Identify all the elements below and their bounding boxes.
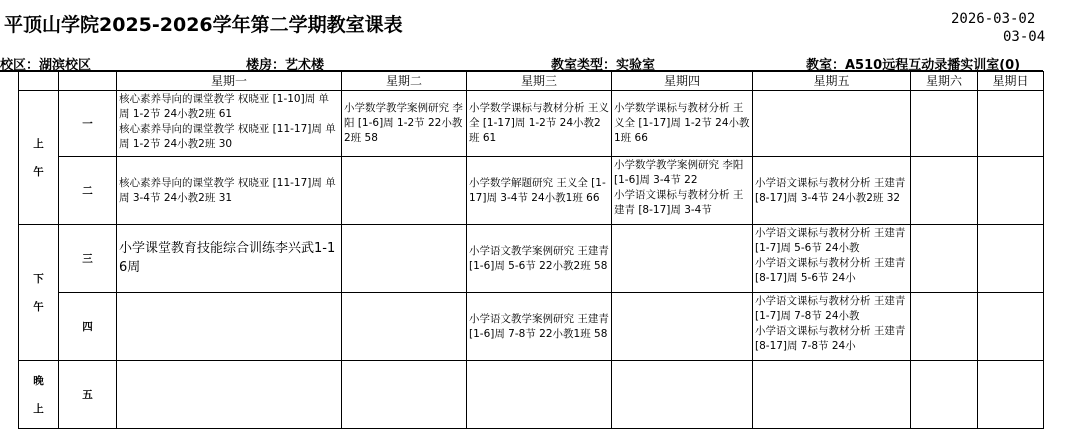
period-label-4: 四 [59, 293, 117, 361]
print-date: 2026-03-02 [951, 11, 1036, 27]
schedule-table [18, 71, 1044, 429]
cell-p4-tue [342, 293, 467, 361]
cell-p5-sun [978, 361, 1044, 429]
cell-p1-thu: 小学数学课标与教材分析 王义全 [1-17]周 1-2节 24小教1班 66 [612, 91, 753, 157]
day-header-sat: 星期六 [911, 72, 978, 91]
cell-p1-wed: 小学数学课标与教材分析 王义全 [1-17]周 1-2节 24小教2班 61 [467, 91, 612, 157]
corner-cell [59, 72, 117, 91]
room-type-label: 教室类型：实验室 [551, 58, 656, 73]
campus-label: 校区：湖滨校区 [0, 58, 92, 73]
cell-p5-thu [612, 361, 753, 429]
cell-p4-sun [978, 293, 1044, 361]
cell-p2-sat [911, 157, 978, 225]
half-label-morning: 上 午 [19, 91, 59, 225]
cell-p5-mon [117, 361, 342, 429]
period-label-2: 二 [59, 157, 117, 225]
cell-p5-fri [753, 361, 911, 429]
cell-p5-sat [911, 361, 978, 429]
period-row-2 [19, 157, 1044, 225]
cell-p1-tue: 小学数学教学案例研究 李阳 [1-6]周 1-2节 22小教2班 58 [342, 91, 467, 157]
cell-p3-fri: 小学语文课标与教材分析 王建青 [1-7]周 5-6节 24小教 小学语文课标与教材分析 王建青 [8-17]周 5-6节 24小 [753, 225, 911, 293]
day-header-mon: 星期一 [117, 72, 342, 91]
cell-p4-wed: 小学语文教学案例研究 王建青 [1-6]周 7-8节 22小教1班 58 [467, 293, 612, 361]
cell-p5-wed [467, 361, 612, 429]
cell-p2-mon: 核心素养导向的课堂教学 权晓亚 [11-17]周 单周 3-4节 24小教2班 31 [117, 157, 342, 225]
cell-p1-sun [978, 91, 1044, 157]
cell-p3-mon: 小学课堂教育技能综合训练李兴武1-16周 [117, 225, 342, 293]
cell-p3-thu [612, 225, 753, 293]
cell-p4-mon [117, 293, 342, 361]
cell-p5-tue [342, 361, 467, 429]
cell-p2-tue [342, 157, 467, 225]
cell-p3-sun [978, 225, 1044, 293]
cell-p2-thu: 小学数学教学案例研究 李阳 [1-6]周 3-4节 22 小学语文课标与教材分析 王建青 [8-17]周 3-4节 [612, 157, 753, 225]
day-header-wed: 星期三 [467, 72, 612, 91]
half-label-evening: 晚 上 [19, 361, 59, 429]
building-label: 楼房：艺术楼 [246, 58, 325, 73]
cell-p4-sat [911, 293, 978, 361]
cell-p3-wed: 小学语文教学案例研究 王建青 [1-6]周 5-6节 22小教2班 58 [467, 225, 612, 293]
period-row-1 [19, 91, 1044, 157]
header-row [19, 72, 1044, 91]
cell-p4-thu [612, 293, 753, 361]
period-row-5 [19, 361, 1044, 429]
cell-p2-sun [978, 157, 1044, 225]
day-header-fri: 星期五 [753, 72, 911, 91]
cell-p3-tue [342, 225, 467, 293]
cell-p1-fri [753, 91, 911, 157]
day-header-tue: 星期二 [342, 72, 467, 91]
day-header-thu: 星期四 [612, 72, 753, 91]
corner-cell [19, 72, 59, 91]
period-label-5: 五 [59, 361, 117, 429]
cell-p2-wed: 小学数学解题研究 王义全 [1-17]周 3-4节 24小教1班 66 [467, 157, 612, 225]
period-label-1: 一 [59, 91, 117, 157]
cell-p1-mon: 核心素养导向的课堂教学 权晓亚 [1-10]周 单周 1-2节 24小教2班 61 核心素养导向的课堂教学 权晓亚 [11-17]周 单周 1-2节 24小教2班 30 [117, 91, 342, 157]
cell-p4-fri: 小学语文课标与教材分析 王建青 [1-7]周 7-8节 24小教 小学语文课标与教材分析 王建青 [8-17]周 7-8节 24小 [753, 293, 911, 361]
cell-p3-sat [911, 225, 978, 293]
room-label: 教室：A510远程互动录播实训室(0) [806, 58, 1021, 73]
day-header-sun: 星期日 [978, 72, 1044, 91]
period-row-3 [19, 225, 1044, 293]
period-label-3: 三 [59, 225, 117, 293]
half-label-afternoon: 下 午 [19, 225, 59, 361]
cell-p2-fri: 小学语文课标与教材分析 王建青 [8-17]周 3-4节 24小教2班 32 [753, 157, 911, 225]
page-title: 平顶山学院2025-2026学年第二学期教室课表 [4, 14, 403, 36]
cell-p1-sat [911, 91, 978, 157]
period-row-4 [19, 293, 1044, 361]
date-overflow-fragment: 03-04 [1003, 29, 1046, 45]
